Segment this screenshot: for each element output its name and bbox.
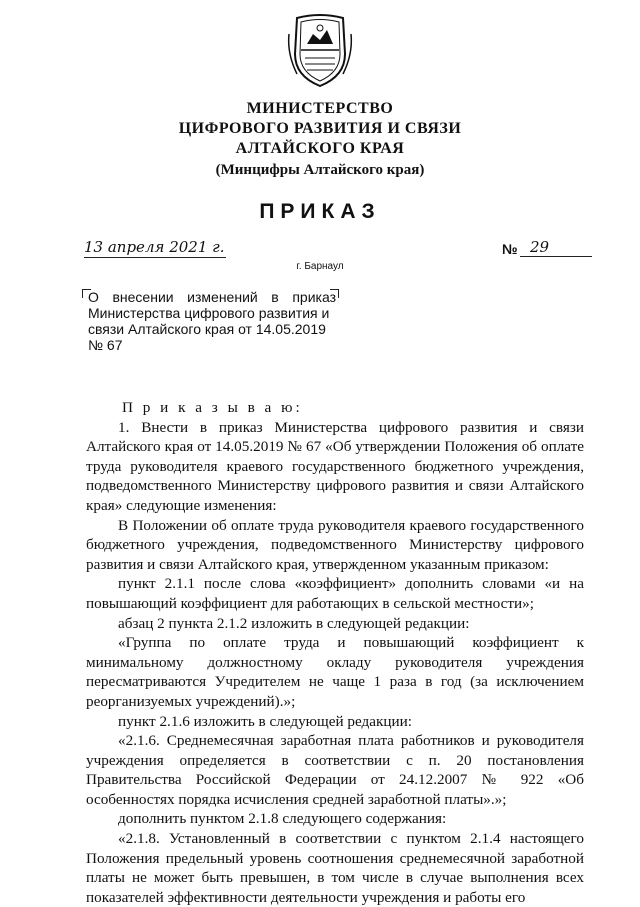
coat-of-arms-icon [287,14,353,88]
body-paragraph: «2.1.6. Среднемесячная заработная плата работников и руководителя учреждения определяется в соответствии с п. 20 постановления Правительства Российской Федерации от 24.12.2007 № 922 «Об особенностях порядка исчисления средней заработной платы».»; [86,732,584,808]
body-paragraph: «2.1.8. Установленный в соответствии с пунктом 2.1.4 настоящего Положения предельный уровень соотношения среднемесячной заработной платы не может быть превышен, в том числе в случае выполнения всех показателей эффективности деятельности учреждения и работы его [86,830,584,906]
subject-line: № 67 [88,337,123,353]
order-word: П р и к а з ы в а ю: [122,399,303,416]
body-paragraph: «Группа по оплате труда и повышающий коэффициент к минимальному должностному окладу руководителя учреждения пересматриваются Учредителем не чаще 1 раза в год (за исключением реорганизуемых учреждений).»; [86,634,584,710]
body-paragraph: пункт 2.1.6 изложить в следующей редакции: [118,712,412,730]
number-label: № [502,241,518,257]
org-name-line2: ЦИФРОВОГО РАЗВИТИЯ И СВЯЗИ [178,120,462,137]
document-subject [88,289,336,353]
document-body [86,398,584,907]
body-paragraph: В Положении об оплате труда руководителя краевого государственного бюджетного учреждения, подведомственного Министерству цифрового развития и связи Алтайского края, утвержденном указанным приказом: [86,516,584,573]
city-label: г. Барнаул [296,261,344,272]
body-paragraph: 1. Внести в приказ Министерства цифрового развития и связи Алтайского края от 14.05.2019 № 67 «Об утверждении Положения об оплате труда руководителя краевого государственного бюджетного учреждения, подведомственного Министерству цифрового развития и связи Алтайского края» следующие изменения: [86,418,584,514]
subject-line: О внесении изменений в приказ [88,289,336,305]
subject-line: связи Алтайского края от 14.05.2019 [88,321,326,337]
org-short-name: (Минцифры Алтайского края) [215,162,425,178]
document-number: 29 [520,238,592,257]
body-paragraph: пункт 2.1.1 после слова «коэффициент» дополнить словами «и на повышающий коэффициент для работающих в сельской местности»; [86,575,584,612]
subject-line: Министерства цифрового развития и [88,305,330,321]
org-name-line3: АЛТАЙСКОГО КРАЯ [235,140,405,157]
document-type-title: ПРИКАЗ [259,200,381,223]
org-name-line1: МИНИСТЕРСТВО [246,100,394,117]
document-date: 13 апреля 2021 г. [84,238,225,256]
body-paragraph: абзац 2 пункта 2.1.2 изложить в следующей редакции: [118,614,470,632]
body-paragraph: дополнить пунктом 2.1.8 следующего содержания: [118,810,447,828]
